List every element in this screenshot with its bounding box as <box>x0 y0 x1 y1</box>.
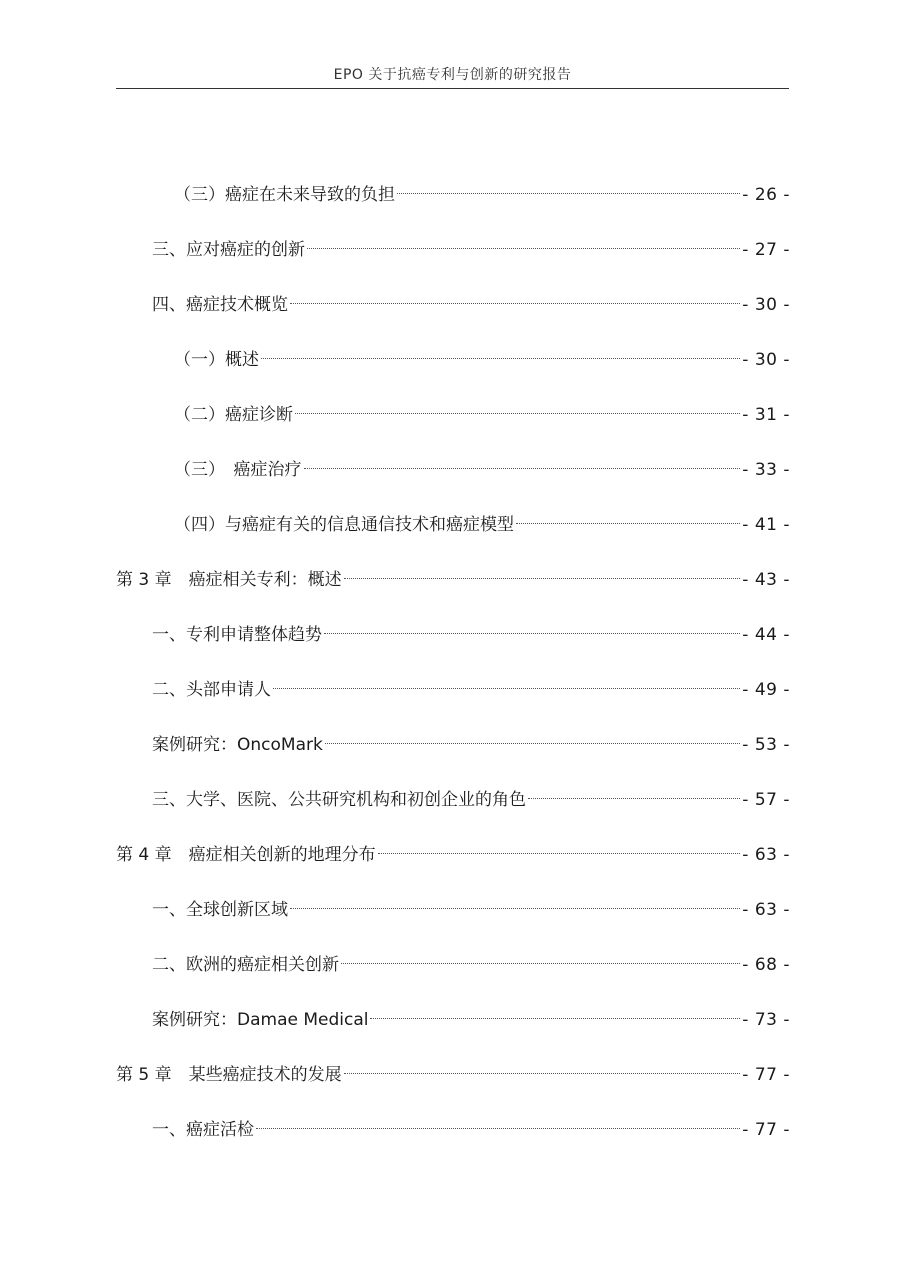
toc-entry-title: 第 3 章 癌症相关专利：概述 <box>116 570 342 590</box>
toc-entry[interactable] <box>152 726 790 755</box>
toc-entry-title: 三、应对癌症的创新 <box>152 240 305 260</box>
toc-dot-leader <box>370 1001 740 1025</box>
toc-entry-title: 案例研究：OncoMark <box>152 735 323 755</box>
toc-entry-page: - 41 - <box>742 515 790 535</box>
toc-entry-page: - 27 - <box>742 240 790 260</box>
toc-entry[interactable] <box>152 1111 790 1140</box>
toc-entry-page: - 33 - <box>742 460 790 480</box>
toc-entry-title: 二、欧洲的癌症相关创新 <box>152 955 339 975</box>
page-header-title: EPO 关于抗癌专利与创新的研究报告 <box>333 67 572 83</box>
toc-entry-title: 一、全球创新区域 <box>152 900 288 920</box>
toc-entry-page: - 73 - <box>742 1010 790 1030</box>
toc-entry-title: （三）癌症在未来导致的负担 <box>174 185 395 205</box>
toc-entry-page: - 77 - <box>742 1120 790 1140</box>
toc-entry[interactable] <box>152 616 790 645</box>
toc-dot-leader <box>304 451 741 475</box>
toc-entry-page: - 44 - <box>742 625 790 645</box>
toc-dot-leader <box>261 341 740 365</box>
toc-dot-leader <box>256 1111 740 1135</box>
toc-dot-leader <box>325 726 740 750</box>
toc-entry-page: - 77 - <box>742 1065 790 1085</box>
toc-entry-page: - 26 - <box>742 185 790 205</box>
toc-entry[interactable] <box>174 341 790 370</box>
toc-dot-leader <box>290 286 740 310</box>
toc-dot-leader <box>516 506 740 530</box>
toc-dot-leader <box>344 1056 741 1080</box>
toc-entry-title: （二）癌症诊断 <box>174 405 293 425</box>
toc-entry[interactable] <box>152 671 790 700</box>
toc-entry-page: - 63 - <box>742 900 790 920</box>
toc-entry-title: 第 4 章 癌症相关创新的地理分布 <box>116 845 376 865</box>
toc-entry[interactable] <box>116 1056 790 1085</box>
toc-entry-title: 四、癌症技术概览 <box>152 295 288 315</box>
toc-entry-title: 一、专利申请整体趋势 <box>152 625 322 645</box>
toc-entry-page: - 49 - <box>742 680 790 700</box>
toc-entry[interactable] <box>152 946 790 975</box>
toc-entry-page: - 57 - <box>742 790 790 810</box>
toc-dot-leader <box>273 671 740 695</box>
toc-entry-page: - 53 - <box>742 735 790 755</box>
toc-entry-page: - 30 - <box>742 350 790 370</box>
toc-dot-leader <box>307 231 740 255</box>
toc-dot-leader <box>344 561 741 585</box>
toc-entry-page: - 63 - <box>742 845 790 865</box>
toc-entry-page: - 43 - <box>742 570 790 590</box>
toc-entry[interactable] <box>116 561 790 590</box>
toc-entry-title: 三、大学、医院、公共研究机构和初创企业的角色 <box>152 790 526 810</box>
toc-entry-page: - 68 - <box>742 955 790 975</box>
toc-entry[interactable] <box>152 231 790 260</box>
toc-entry-page: - 30 - <box>742 295 790 315</box>
toc-dot-leader <box>290 891 740 915</box>
toc-entry-title: 第 5 章 某些癌症技术的发展 <box>116 1065 342 1085</box>
toc-dot-leader <box>397 176 740 200</box>
toc-entry-page: - 31 - <box>742 405 790 425</box>
toc-dot-leader <box>341 946 740 970</box>
toc-entry[interactable] <box>174 396 790 425</box>
toc-entry[interactable] <box>152 781 790 810</box>
toc-dot-leader <box>295 396 740 420</box>
toc-entry[interactable] <box>152 891 790 920</box>
toc-entry-title: 一、癌症活检 <box>152 1120 254 1140</box>
toc-entry[interactable] <box>174 506 790 535</box>
toc-entry-title: （四）与癌症有关的信息通信技术和癌症模型 <box>174 515 514 535</box>
toc-entry-title: 二、头部申请人 <box>152 680 271 700</box>
toc-entry-title: 案例研究：Damae Medical <box>152 1010 369 1030</box>
toc-entry-title: （一）概述 <box>174 350 259 370</box>
toc-entry-title: （三） 癌症治疗 <box>174 460 302 480</box>
toc-dot-leader <box>324 616 740 640</box>
toc-entry[interactable] <box>116 836 790 865</box>
toc-dot-leader <box>528 781 740 805</box>
toc-entry[interactable] <box>174 451 790 480</box>
toc-dot-leader <box>378 836 741 860</box>
toc-entry[interactable] <box>152 1001 790 1030</box>
toc-entry[interactable] <box>152 286 790 315</box>
toc-entry[interactable] <box>174 176 790 205</box>
